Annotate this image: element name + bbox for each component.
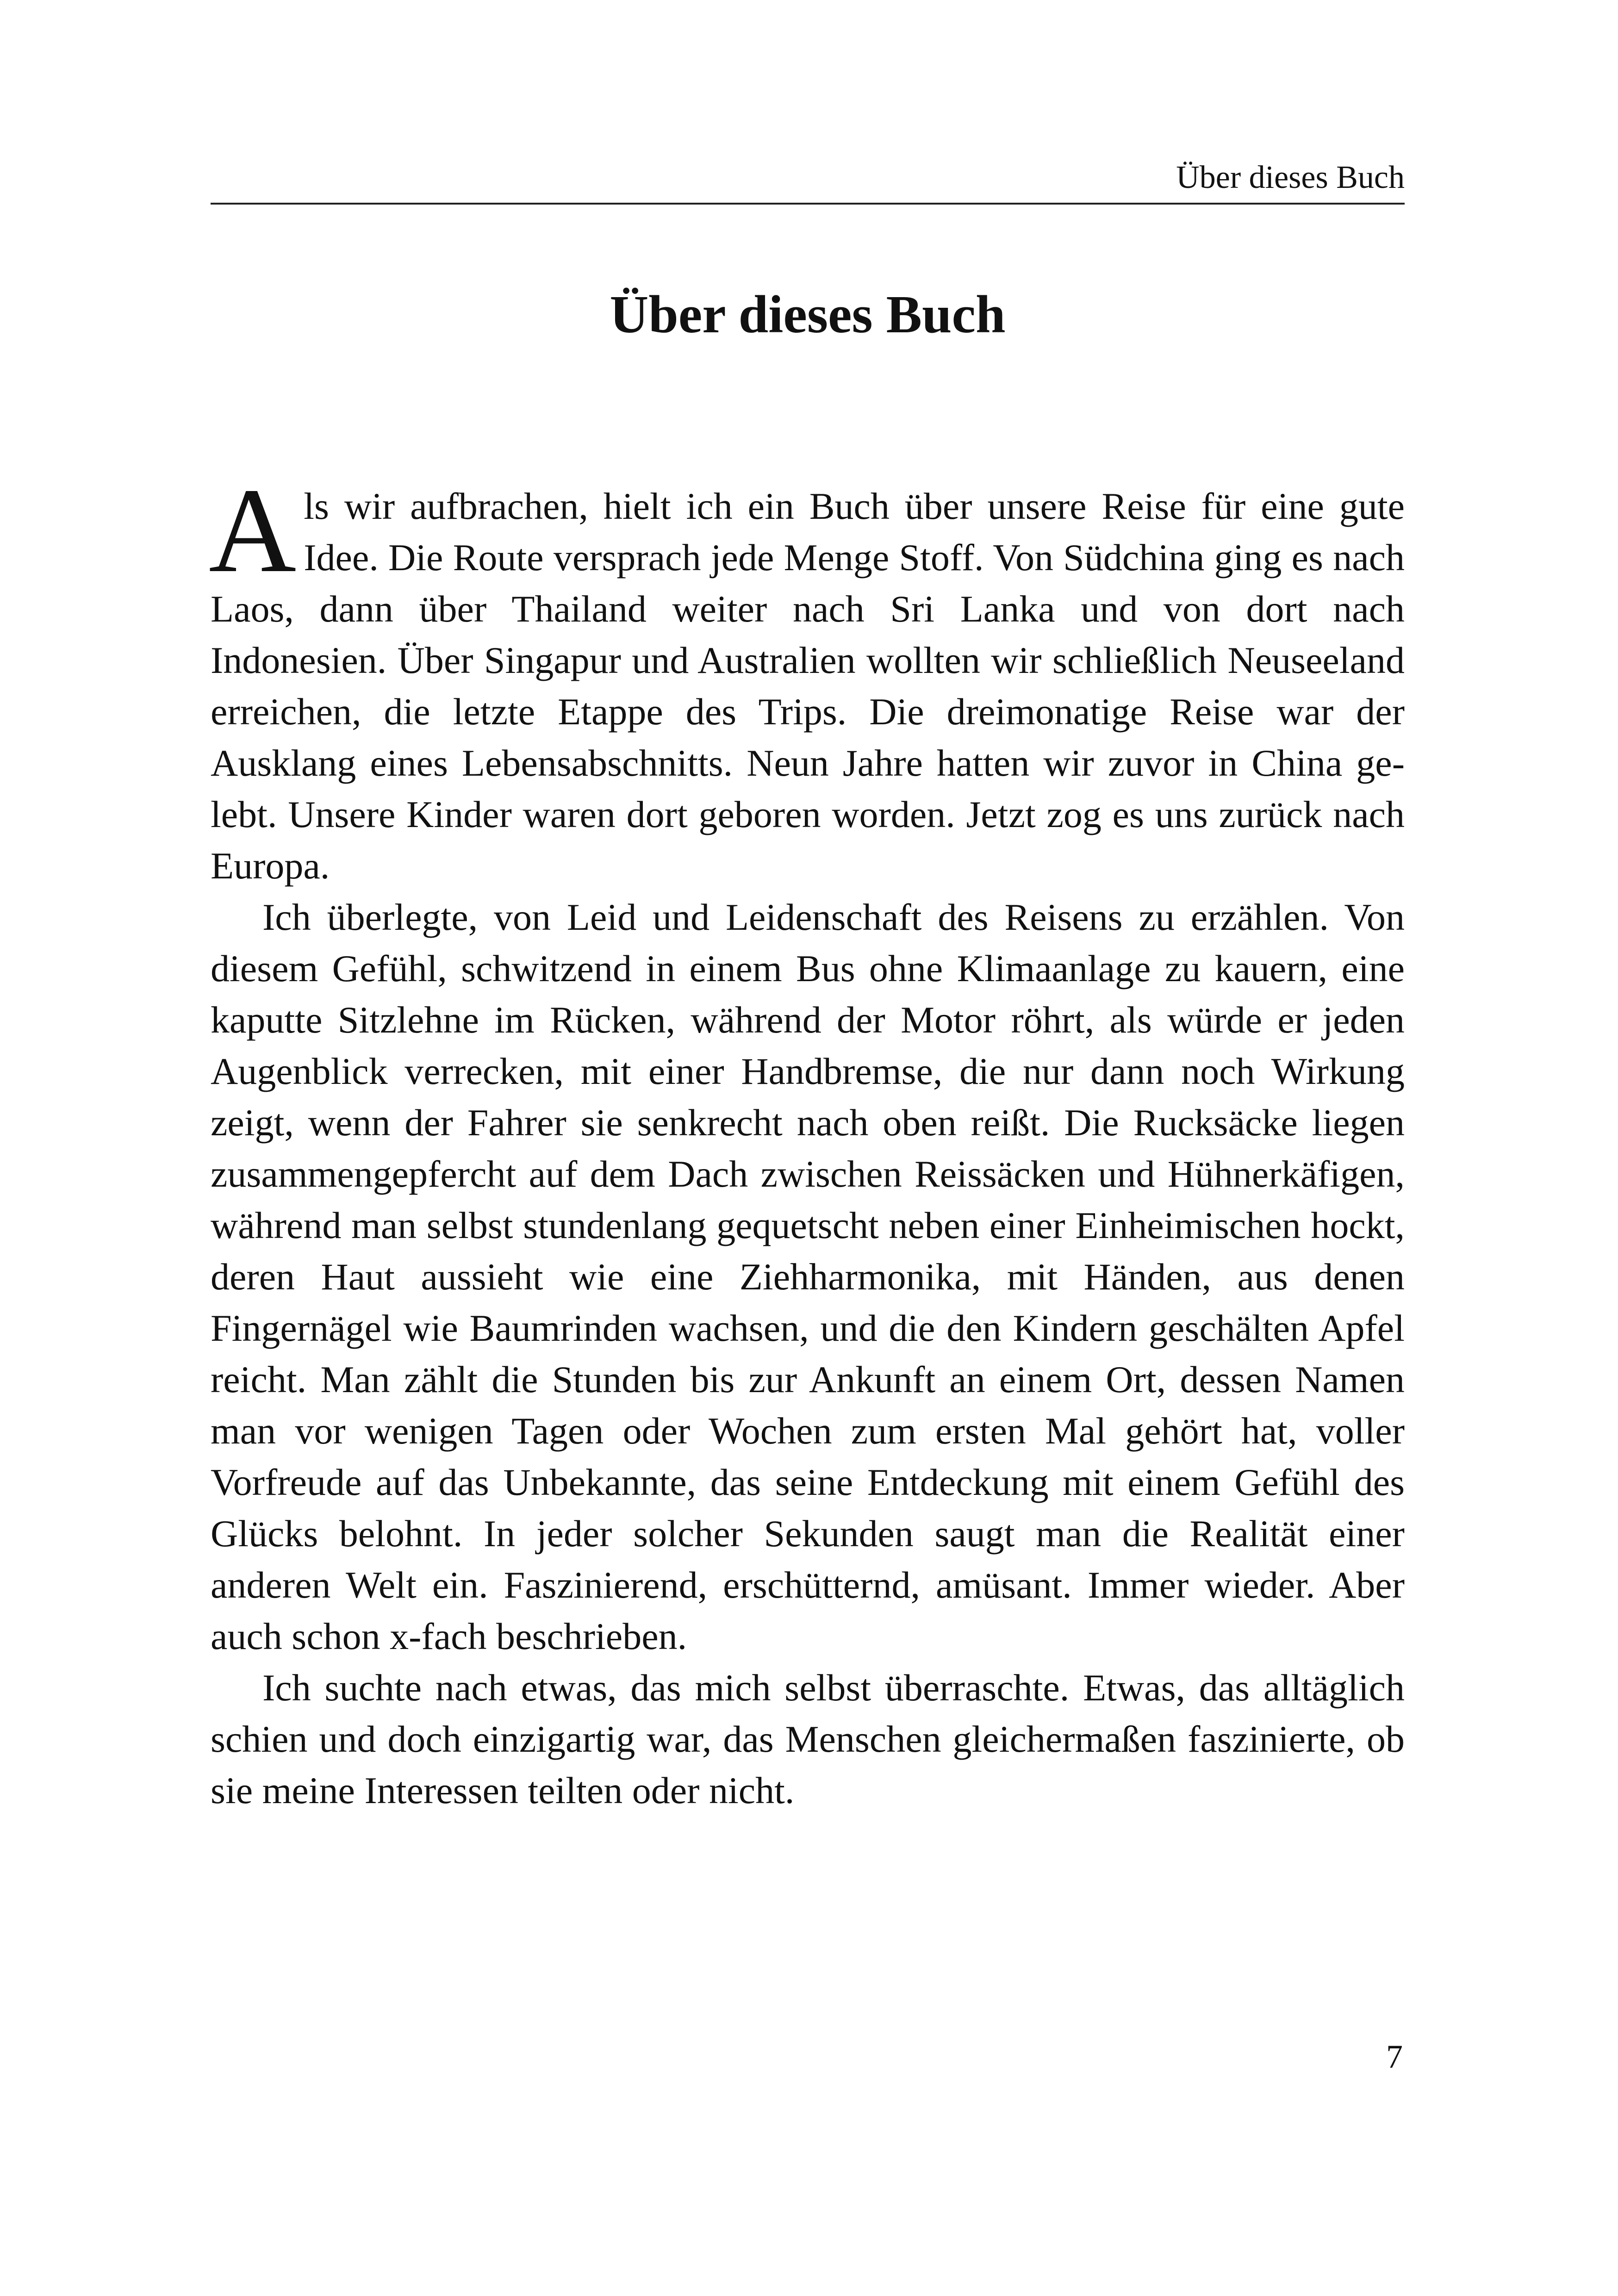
paragraph-3: Ich suchte nach etwas, das mich selbst überraschte. Etwas, das alltäglich schien und doch einzigartig war, das Menschen gleichermaßen faszinierte, ob sie meine Interessen teilten oder nicht. xyxy=(211,1667,1405,1811)
page-number: 7 xyxy=(1386,2038,1403,2075)
running-header xyxy=(211,153,1405,205)
paragraph-1-text: ls wir aufbrachen, hielt ich ein Buch über unsere Reise für eine gute Idee. Die Route versprach jede Menge Stoff. Von Südchina ging es nach Laos, dann über Thailand weiter nach Sri Lanka und von dort nach Indonesien. Über Singapur und Australien wollten wir schließlich Neuseeland erreichen, die letzte Etappe des Trips. Die dreimonatige Reise war der Ausklang eines Lebensabschnitts. Neun Jahre hatten wir zuvor in China gelebt. Unsere Kinder waren dort geboren worden. Jetzt zog es uns zurück nach Europa. xyxy=(211,485,1405,887)
drop-cap: A xyxy=(209,463,297,597)
chapter-title: Über dieses Buch xyxy=(610,285,1006,344)
paragraph-2: Ich überlegte, von Leid und Leidenschaft des Reisens zu erzählen. Von diesem Gefühl, schwitzend in einem Bus ohne Klimaanlage zu kauern, eine kaputte Sitzlehne im Rücken, während der Motor röhrt, als würde er jeden Augenblick verrecken, mit einer Handbremse, die nur dann noch Wirkung zeigt, wenn der Fahrer sie senkrecht nach oben reißt. Die Rucksäcke liegen zusammengepfercht auf dem Dach zwischen Reissäcken und Hühnerkäfigen, während man selbst stundenlang gequetscht neben einer Einheimischen hockt, deren Haut aussieht wie eine Ziehharmonika, mit Händen, aus denen Fingernägel wie Baumrinden wachsen, und die den Kindern geschälten Apfel reicht. Man zählt die Stunden bis zur Ankunft an einem Ort, dessen Namen man vor wenigen Tagen oder Wochen zum ersten Mal gehört hat, voller Vorfreude auf das Unbekannte, das seine Entdeckung mit einem Gefühl des Glücks belohnt. In jeder solcher Sekunden saugt man die Realität einer anderen Welt ein. Faszinierend, erschütternd, amüsant. Immer wieder. Aber auch schon x-fach beschrieben. xyxy=(211,896,1405,1657)
running-header-title: Über dieses Buch xyxy=(1176,160,1405,195)
paragraph-1 xyxy=(209,463,1405,891)
body-text xyxy=(209,463,1405,1816)
